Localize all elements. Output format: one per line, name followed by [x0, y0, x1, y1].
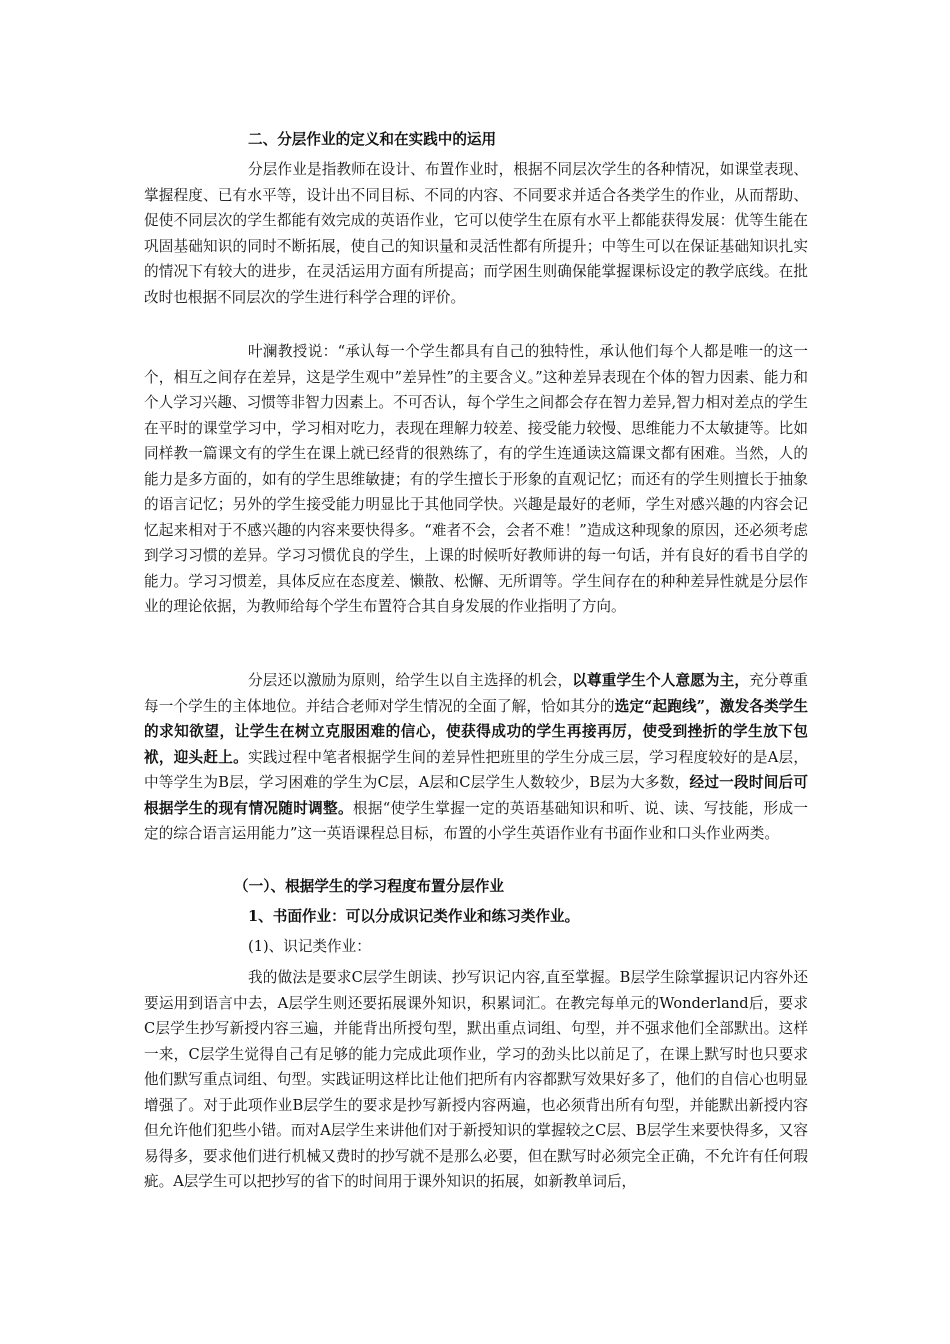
section-title: 二、分层作业的定义和在实践中的运用: [248, 131, 497, 148]
p3-text-c: 充分尊重每一个学生的主体地位。并结合老师对学生情况的全面了解，恰如其分的: [144, 672, 808, 715]
paragraph-definition: 分层作业是指教师在设计、布置作业时，根据不同层次学生的各种情况，如课堂表现、掌握程度、已有水平等，设计出不同目标、不同的内容、不同要求并适合各类学生的作业，从而帮助、促使不同层次的学生都能有效完成的英语作业，它可以使学生在原有水平上都能获得发展：优等生能在巩固基础知识的同时不断拓展，使自己的知识量和灵活性都有所提升；中等生可以在保证基础知识扎实的情况下有较大的进步，在灵活运用方面有所提高；而学困生则确保能掌握课标设定的教学底线。在批改时也根据不同层次的学生进行科学合理的评价。: [144, 161, 808, 306]
paragraph-memorization-homework: 我的做法是要求C层学生朗读、抄写识记内容,直至掌握。B层学生除掌握识记内容外还要运用到语言中去，A层学生则还要拓展课外知识，积累词汇。在教完每单元的Wonderland后，要求C层学生抄写新授内容三遍，并能背出所授句型，默出重点词组、句型，并不强求他们全部默出。这样一来，C层学生觉得自己有足够的能力完成此项作业，学习的劲头比以前足了，在课上默写时也只要求他们默写重点词组、句型。实践证明这样比让他们把所有内容都默写效果好多了，他们的自信心也明显增强了。对于此项作业B层学生的要求是抄写新授内容两遍，也必须背出所有句型，并能默出新授内容但允许他们犯些小错。而对A层学生来讲他们对于新授知识的掌握较之C层、B层学生来要快得多，又容易得多，要求他们进行机械又费时的抄写就不是那么必要，但在默写时必须完全正确，不允许有任何瑕疵。A层学生可以把抄写的省下的时间用于课外知识的拓展，如新教单词后，: [144, 969, 808, 1190]
p3-bold-d: 选定“起跑线”，激发各类学生的求知欲望，让学生在树立克服困难的信心，使获得成功的学生再接再厉，使受到挫折的学生放下包袱，迎头赶上。: [144, 697, 808, 766]
paragraph-incentive-principle: [144, 668, 808, 847]
subheading-level-2: 1、书面作业：可以分成识记类作业和练习类作业。: [248, 908, 580, 925]
subheading-level-1: （一）、根据学生的学习程度布置分层作业: [234, 878, 504, 895]
p3-text-a: 分层还以激励为原则，给学生以自主选择的机会，: [248, 672, 573, 689]
p3-text-g: 根据“使学生掌握一定的英语基础知识和听、说、读、写技能，形成一定的综合语言运用能力”这一英语课程总目标，布置的小学生英语作业有书面作业和口头作业两类。: [144, 799, 808, 842]
subheading-level-3: (1)、识记类作业：: [248, 938, 371, 955]
p3-bold-f: 经过一段时间后可根据学生的现有情况随时调整。: [144, 774, 808, 817]
paragraph-ye-lan-quote: 叶澜教授说：“承认每一个学生都具有自己的独特性，承认他们每个人都是唯一的这一个，相互之间存在差异，这是学生观中”差异性”的主要含义。”这种差异表现在个体的智力因素、能力和个人学习兴趣、习惯等非智力因素上。不可否认，每个学生之间都会存在智力差异,智力相对差点的学生在平时的课堂学习中，学习相对吃力，表现在理解力较差、接受能力较慢、思维能力不太敏捷等。比如同样教一篇课文有的学生在课上就已经背的很熟练了，有的学生连通读这篇课文都有困难。当然，人的能力是多方面的，如有的学生思维敏捷；有的学生擅长于形象的直观记忆；而还有的学生则擅长于抽象的语言记忆；另外的学生接受能力明显比于其他同学快。兴趣是最好的老师，学生对感兴趣的内容会记忆起来相对于不感兴趣的内容来要快得多。“难者不会，会者不难！”造成这种现象的原因，还必须考虑到学习习惯的差异。学习习惯优良的学生，上课的时候听好教师讲的每一句话，并有良好的看书自学的能力。学习习惯差，具体反应在态度差、懒散、松懈、无所谓等。学生间存在的种种差异性就是分层作业的理论依据，为教师给每个学生布置符合其自身发展的作业指明了方向。: [144, 343, 808, 615]
p3-text-e: 实践过程中笔者根据学生间的差异性把班里的学生分成三层，学习程度较好的是A层，中等学生为B层，学习困难的学生为C层，A层和C层学生人数较少，B层为大多数，: [144, 748, 808, 791]
p3-bold-b: 以尊重学生个人意愿为主，: [572, 672, 750, 689]
